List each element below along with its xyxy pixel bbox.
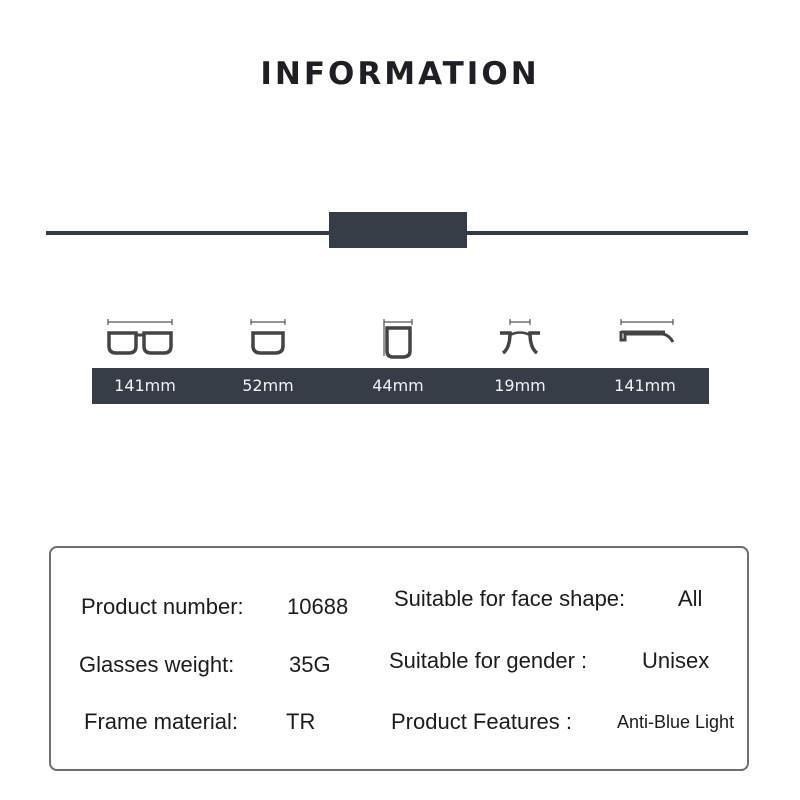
frame-width-icon [85,318,195,360]
features-value: Anti-Blue Light [617,712,735,732]
lens-height-icon [343,318,453,360]
features-label: Product Features : [391,709,572,734]
product-number-value: 10688 [287,594,349,619]
gender-value: Unisex [642,648,710,673]
face-shape-label: Suitable for face shape: [394,586,626,611]
bridge-width-label: 19mm [494,376,546,395]
glasses-weight-value: 35G [289,652,331,677]
lens-width-icon [213,318,323,360]
dimension-icons [92,318,709,360]
lens-height-label: 44mm [372,376,424,395]
product-number-label: Product number: [81,594,244,619]
bridge-width-icon [465,318,575,360]
divider-block [329,212,467,248]
gender-label: Suitable for gender : [389,648,588,673]
temple-length-label: 141mm [614,376,676,395]
product-info-box [49,546,749,771]
frame-width-label: 141mm [114,376,176,395]
page-title: INFORMATION [260,56,540,92]
temple-length-icon [592,318,702,360]
frame-material-label: Frame material: [84,709,239,734]
face-shape-value: All [678,586,703,611]
dimensions-bar [92,368,709,404]
glasses-weight-label: Glasses weight: [79,652,235,677]
frame-material-value: TR [286,709,316,734]
lens-width-label: 52mm [242,376,294,395]
